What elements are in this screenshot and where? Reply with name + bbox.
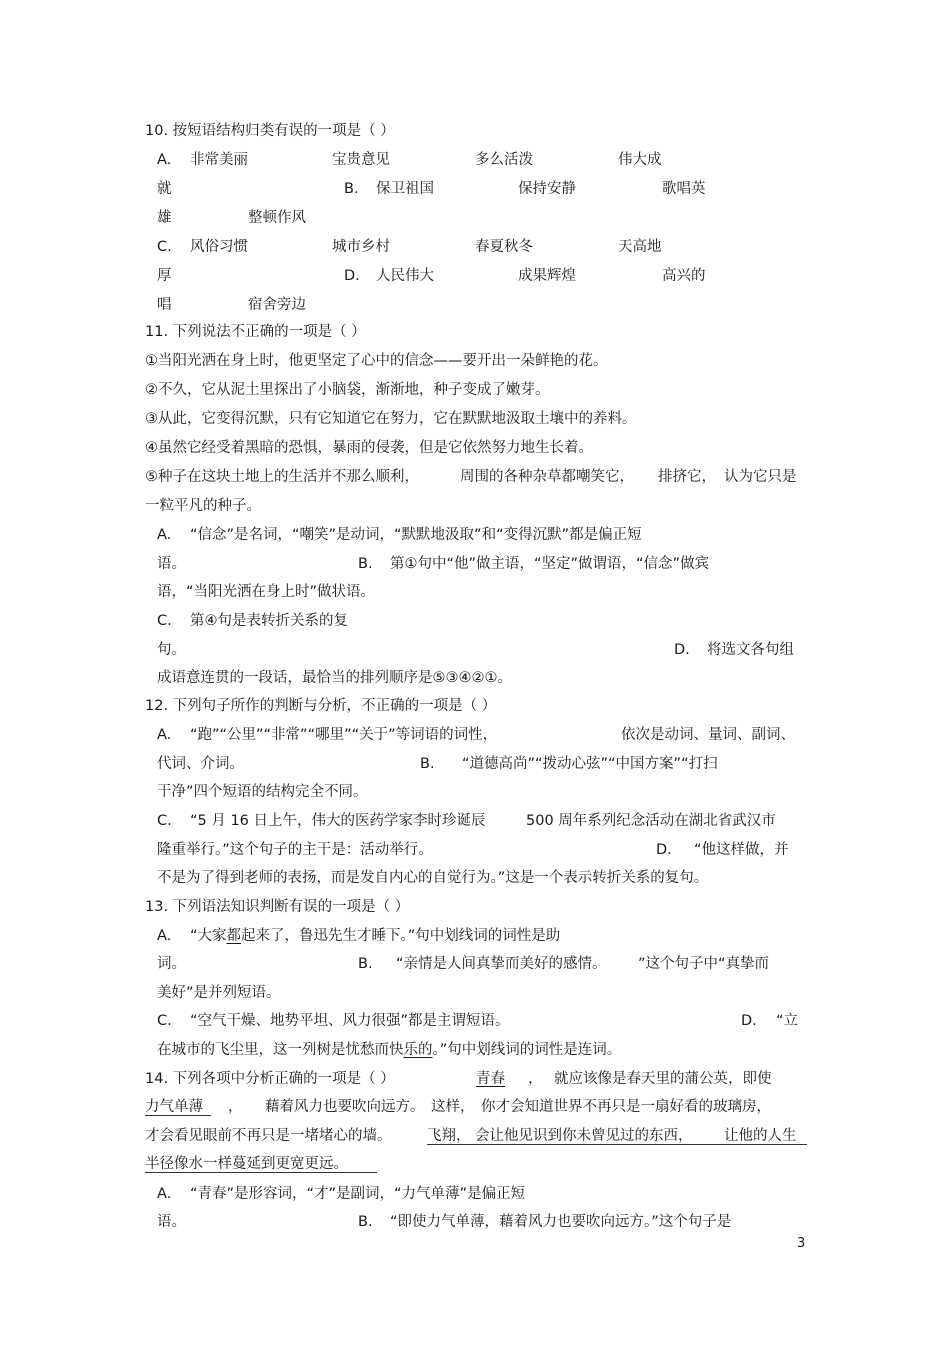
q10-d-item-3: 高兴的 bbox=[662, 268, 706, 284]
q13-d-label: D. bbox=[741, 1013, 757, 1029]
q12-option-c-cont: 隆重举行。”这个句子的主干是：活动举行。 bbox=[157, 842, 433, 858]
q13-stem: 13. 下列语法知识判断有误的一项是（ ） bbox=[145, 899, 410, 915]
q14-passage-line-3b: 飞翔， bbox=[427, 1128, 471, 1144]
q11-sentence-5e: 一粒平凡的种子。 bbox=[145, 498, 261, 514]
q10-c-item-3: 春夏秋冬 bbox=[475, 239, 533, 255]
q14-underline-2 bbox=[145, 1115, 211, 1116]
q12-option-a: “跑”“公里”“非常”“哪里”“关于”等词语的词性， bbox=[190, 727, 498, 743]
q10-b-item-3: 歌唱英 bbox=[662, 181, 706, 197]
q10-b-item-4: 整顿作风 bbox=[248, 210, 306, 226]
q11-sentence-5a: ⑤种子在这块土地上的生活并不那么顺利， bbox=[145, 469, 419, 485]
q14-stem: 14. 下列各项中分析正确的一项是（ ） bbox=[145, 1071, 395, 1087]
q10-a-label: A. bbox=[157, 152, 172, 168]
q14-passage-line-1: 就应该像是春天里的蒲公英，即使 bbox=[554, 1071, 772, 1087]
q12-option-c: “5 月 16 日上午，伟大的医药学家李时珍诞辰 bbox=[190, 813, 486, 829]
q10-a-item-4-cont: 就 bbox=[157, 181, 172, 197]
q11-c-label: C. bbox=[157, 613, 172, 629]
q13-option-d-underlined: 乐的 bbox=[403, 1042, 433, 1058]
q13-option-c: “空气干燥、地势平坦、风力很强”都是主谓短语。 bbox=[190, 1013, 510, 1029]
q10-b-item-1: 保卫祖国 bbox=[376, 181, 434, 197]
q12-b-label: B. bbox=[420, 756, 435, 772]
q10-a-item-2: 宝贵意见 bbox=[332, 152, 390, 168]
q13-option-d-post: 。”句中划线词的词性是连词。 bbox=[432, 1042, 622, 1058]
q12-stem: 12. 下列句子所作的判断与分析，不正确的一项是（ ） bbox=[145, 698, 497, 714]
q11-option-a-cont: 语。 bbox=[157, 556, 186, 572]
q11-sentence-3: ③从此，它变得沉默，只有它知道它在努力，它在默默地汲取土壤中的养料。 bbox=[145, 411, 637, 427]
q14-passage-underlined-2: 力气单薄 bbox=[145, 1099, 203, 1115]
q10-a-item-3: 多么活泼 bbox=[475, 152, 533, 168]
q11-b-label: B. bbox=[358, 556, 373, 572]
q11-stem: 11. 下列说法不正确的一项是（ ） bbox=[145, 324, 366, 340]
q10-a-item-4: 伟大成 bbox=[618, 152, 662, 168]
q14-passage-underlined-1: 青春 bbox=[476, 1071, 505, 1087]
q11-d-label: D. bbox=[674, 642, 690, 658]
q14-option-a: “青春”是形容词，“才”是副词，“力气单薄”是偏正短 bbox=[190, 1186, 526, 1202]
q14-passage-line-2: 藉着风力也要吹向远方。 bbox=[265, 1099, 425, 1115]
q14-option-a-cont: 语。 bbox=[157, 1214, 186, 1230]
q10-c-item-4: 天高地 bbox=[618, 239, 662, 255]
q10-c-item-1: 风俗习惯 bbox=[190, 239, 248, 255]
q14-passage-line-2b: 这样， bbox=[431, 1099, 475, 1115]
q11-option-a: “信念”是名词，“嘲笑”是动词，“默默地汲取”和“变得沉默”都是偏正短 bbox=[190, 527, 642, 543]
q11-option-c-cont: 句。 bbox=[157, 642, 186, 658]
q13-option-d-pre: 在城市的飞尘里，这一列树是忧愁而快 bbox=[157, 1042, 404, 1058]
q13-c-label: C. bbox=[157, 1013, 172, 1029]
q11-a-label: A. bbox=[157, 527, 172, 543]
q13-option-b: “亲情是人间真挚而美好的感情。 bbox=[396, 956, 607, 972]
q14-a-label: A. bbox=[157, 1186, 172, 1202]
q10-d-label: D. bbox=[344, 268, 360, 284]
q14-passage-line-3d: 让他的人生 bbox=[724, 1128, 797, 1144]
q13-option-a-post: 起来了，鲁迅先生才睡下。”句中划线词的词性是助 bbox=[241, 928, 561, 944]
q13-option-a bbox=[190, 926, 560, 946]
q10-b-item-2: 保持安静 bbox=[518, 181, 576, 197]
q12-option-a-cont: 代词、介词。 bbox=[157, 756, 244, 772]
q13-option-b-cont: 美好”是并列短语。 bbox=[157, 985, 281, 1001]
q12-a-label: A. bbox=[157, 727, 172, 743]
page-number: 3 bbox=[797, 1236, 806, 1251]
q10-c-label: C. bbox=[157, 239, 172, 255]
q14-b-label: B. bbox=[358, 1214, 373, 1230]
q13-a-label: A. bbox=[157, 928, 172, 944]
q10-c-item-2: 城市乡村 bbox=[332, 239, 390, 255]
q12-option-b: “道德高尚”“拨动心弦”“中国方案”“打扫 bbox=[462, 756, 718, 772]
q11-sentence-2: ②不久，它从泥土里探出了小脑袋，渐渐地，种子变成了嫩芽。 bbox=[145, 382, 550, 398]
q14-passage-comma-2: ， bbox=[228, 1099, 243, 1115]
q10-stem: 10. 按短语结构归类有误的一项是（ ） bbox=[145, 123, 395, 139]
q14-passage-comma-1: ， bbox=[528, 1071, 543, 1087]
q10-d-item-2: 成果辉煌 bbox=[518, 268, 576, 284]
q13-option-a-pre: “大家 bbox=[190, 928, 227, 944]
q11-option-d-cont: 成语意连贯的一段话，最恰当的排列顺序是⑤③④②①。 bbox=[157, 670, 512, 686]
q14-passage-line-2c: 你才会知道世界不再只是一扇好看的玻璃房， bbox=[481, 1099, 771, 1115]
q14-underline-3 bbox=[427, 1144, 807, 1145]
q13-option-a-cont: 词。 bbox=[157, 956, 186, 972]
q10-b-item-3-cont: 雄 bbox=[157, 210, 172, 226]
q10-d-item-3-cont: 唱 bbox=[157, 297, 172, 313]
q13-option-d-cont bbox=[157, 1040, 621, 1060]
q10-c-item-4-cont: 厚 bbox=[157, 268, 172, 284]
q12-option-d-cont: 不是为了得到老师的表扬，而是发自内心的自觉行为。”这是一个表示转折关系的复句。 bbox=[157, 870, 709, 886]
q14-option-b: “即使力气单薄，藉着风力也要吹向远方。”这个句子是 bbox=[390, 1214, 732, 1230]
q11-option-d: 将选文各句组 bbox=[707, 642, 794, 658]
q14-passage-line-3c: 会让他见识到你未曾见过的东西， bbox=[475, 1128, 693, 1144]
q13-option-b-part-2: ”这个句子中“真挚而 bbox=[638, 956, 770, 972]
q13-b-label: B. bbox=[358, 956, 373, 972]
q12-option-a-part-2: 依次是动词、量词、副词、 bbox=[621, 727, 795, 743]
q12-c-label: C. bbox=[157, 813, 172, 829]
q11-sentence-5b: 周围的各种杂草都嘲笑它， bbox=[460, 469, 634, 485]
q11-option-c: 第④句是表转折关系的复 bbox=[190, 613, 348, 629]
q12-option-b-cont: 干净”四个短语的结构完全不同。 bbox=[157, 784, 368, 800]
q11-option-b-cont: 语，“当阳光洒在身上时”做状语。 bbox=[157, 584, 376, 600]
q10-d-item-1: 人民伟大 bbox=[376, 268, 434, 284]
q10-d-item-4: 宿舍旁边 bbox=[248, 297, 306, 313]
q14-underline-4 bbox=[145, 1172, 377, 1173]
q12-option-d: “他这样做，并 bbox=[694, 842, 789, 858]
q10-a-item-1: 非常美丽 bbox=[190, 152, 248, 168]
q13-option-a-underlined: 都 bbox=[226, 928, 242, 944]
q13-option-d: “立 bbox=[776, 1013, 799, 1029]
q11-option-b: 第①句中“他”做主语，“坚定”做谓语，“信念”做宾 bbox=[390, 556, 710, 572]
q12-option-c-part-2: 500 周年系列纪念活动在湖北省武汉市 bbox=[526, 813, 776, 829]
q14-passage-line-4: 半径像水一样蔓延到更宽更远。 bbox=[145, 1156, 348, 1172]
q12-d-label: D. bbox=[656, 842, 672, 858]
q11-sentence-5d: 认为它只是 bbox=[724, 469, 797, 485]
q11-sentence-1: ①当阳光洒在身上时，他更坚定了心中的信念——要开出一朵鲜艳的花。 bbox=[145, 353, 608, 369]
q14-passage-line-3: 才会看见眼前不再只是一堵堵心的墙。 bbox=[145, 1128, 392, 1144]
q10-b-label: B. bbox=[344, 181, 359, 197]
q11-sentence-5c: 排挤它， bbox=[658, 469, 716, 485]
q11-sentence-4: ④虽然它经受着黑暗的恐惧，暴雨的侵袭，但是它依然努力地生长着。 bbox=[145, 440, 593, 456]
